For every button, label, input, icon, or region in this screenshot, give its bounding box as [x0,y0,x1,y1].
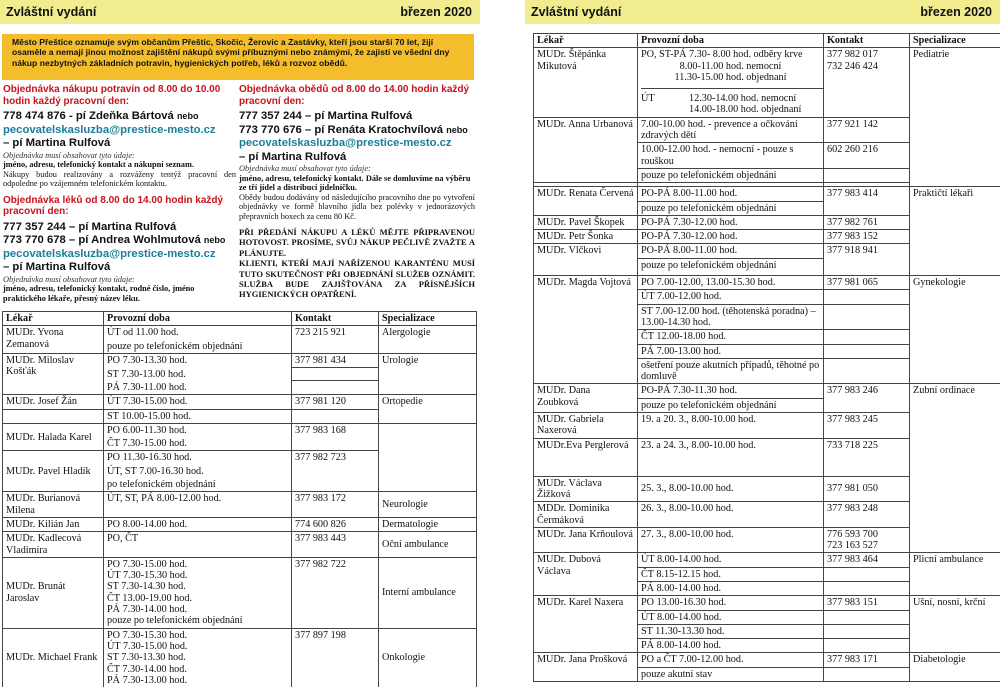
table-row: pouze po telefonickém objednání [534,201,1000,215]
table-row: MUDr. Václava Žižková 25. 3., 8.00-10.00 hod. 377 981 050 [534,476,1000,502]
column-groceries-medicines [3,84,236,303]
table-row: ST 7.30-13.00 hod. [3,368,477,381]
lunches-contact: – pí Martina Rulfová [239,150,347,163]
doctor-name: MUDr.Eva Perglerová [534,438,638,476]
table-row: MUDr. Štěpánka Mikutová PO, ST-PÁ 7.30- 8.00 hod. odběry krve 8.00-11.00 hod. nemocní 11.30-15.00 hod. objednaní ÚT 12.30-14.00 hod. nemocní 14.00-18.00 hod. objednaní 377 982 017 732 246 424 Pediatrie [534,48,1000,117]
table-row: ST 7.00-12.00 hod. (těhotenská poradna) – 13.00-14.30 hod. [534,304,1000,330]
groceries-heading: Objednávka nákupu potravin od 8.00 do 10.00 hodin každý pracovní den: [3,84,221,107]
table-row: ČT 12.00-18.00 hod. [534,330,1000,344]
table-row: pouze akutní stav [534,667,1000,681]
doctor-name: MUDr. Yvona Zemanová [3,326,104,354]
page-header [0,0,480,24]
doctor-name: MUDr. Miloslav Košťák [3,353,104,394]
table-header-row [3,312,477,326]
table-row: MUDr. Renata Červená PO-PÁ 8.00-11.00 hod. 377 983 414 Praktičtí lékaři [534,187,1000,201]
doctor-name: MUDr. Anna Urbanová [534,117,638,182]
groceries-phone: 778 474 876 - pí Zdeňka Bártová nebo [3,110,199,122]
doctors-table-left [2,311,477,687]
table-row: MUDr.Eva Perglerová 23. a 24. 3., 8.00-10.00 hod. 733 718 225 [534,438,1000,476]
page-header [525,0,1000,24]
table-row: MDDr. Dominika Čermáková 26. 3., 8.00-10.00 hod. 377 983 248 [534,502,1000,528]
doctor-name: MUDr. Gabriela Naxerová [534,413,638,439]
column-header-specialization: Specializace [910,34,1000,48]
lunches-must-contain: Objednávka musí obsahovat tyto údaje: [239,164,371,173]
left-page [0,0,480,687]
lunches-phone-1: 777 357 244 – pí Martina Rulfová [239,110,413,122]
table-row: pouze po telefonickém objednání [534,398,1000,412]
table-row: MUDr. Kilián Jan PO 8.00-14.00 hod. 774 600 826 Dermatologie [3,517,477,531]
table-row: MUDr. Pavel Škopek PO-PÁ 7.30-12.00 hod. 377 982 761 [534,215,1000,229]
doctor-name: MUDr. Dana Zoubková [534,384,638,413]
lunches-fields: jméno, adresu, telefonický kontakt. Dále se domluvíme na výběru ze tří jídel a distribuci jídelníčku. [239,173,471,192]
header-title: Zvláštní vydání [531,5,622,19]
groceries-contact: – pí Martina Rulfová [3,137,111,149]
doctor-name: MUDr. Vlčkovi [534,244,638,276]
table-row: MUDr. Magda Vojtová PO 7.00-12.00, 13.00-15.30 hod. 377 981 065 Gynekologie [534,276,1000,290]
doctor-name: MUDr. Pavel Škopek [534,215,638,229]
lunches-email[interactable]: pecovatelskasluzba@prestice-mesto.cz [239,137,452,149]
doctor-name: MUDr. Pavel Hladík [3,451,104,492]
quarantine-notice: KLIENTI, KTEŘÍ MAJÍ NAŘÍZENOU KARANTÉNU MUSÍ TUTO SKUTEČNOST PŘI OBJEDNÁNÍ SLUŽEB OZNÁMIT. SLUŽBA BUDE ZAJIŠŤOVÁNA ZA PŘÍSNĚJŠÍCH HYGIENICKÝCH OPATŘENÍ. [239,258,475,300]
doctor-name: MUDr. Halada Karel [3,423,104,451]
column-header-doctor: Lékař [3,312,104,326]
doctor-name: MUDr. Kilián Jan [3,517,104,531]
doctor-name: MUDr. Kadlecová Vladimíra [3,532,104,558]
table-row: MUDr. Gabriela Naxerová 19. a 20. 3., 8.00-10.00 hod. 377 983 245 [534,413,1000,439]
right-page [525,0,1000,687]
table-row: ST 11.30-13.30 hod. [534,624,1000,638]
table-row: MUDr. Michael Frank PO 7.30-15.30 hod. ÚT 7.30-15.00 hod. ST 7.30-13.30 hod. ČT 7.30-14.00 hod. PÁ 7.30-13.00 hod. 377 897 198 Onkologie [3,628,477,687]
groceries-email[interactable]: pecovatelskasluzba@prestice-mesto.cz [3,123,216,136]
doctor-name: MUDr. Petr Šonka [534,230,638,244]
column-header-specialization: Specializace [379,312,477,326]
table-row: MUDr. Anna Urbanová 7.00-10.00 hod. - prevence a očkování zdravých dětí 377 921 142 [534,117,1000,143]
table-row: MUDr. Dubová Václava ÚT 8.00-14.00 hod. 377 983 464 Plicní ambulance [534,553,1000,567]
table-row: MUDr. Kadlecová Vladimíra PO, ČT 377 983 443 Oční ambulance [3,532,477,558]
table-row: pouze po telefonickém objednání [3,340,477,354]
column-header-hours: Provozní doba [638,34,824,48]
table-row: PÁ 7.30-11.00 hod. [3,381,477,395]
column-header-doctor: Lékař [534,34,638,48]
table-row: MUDr. Pavel Hladík PO 11.30-16.30 hod. 377 982 723 [3,451,477,465]
doctor-name: MUDr. Magda Vojtová [534,276,638,384]
table-row: ČT 8.15-12.15 hod. [534,567,1000,581]
medicines-phone-1: 777 357 244 – pí Martina Rulfová [3,220,177,233]
groceries-must-contain: Objednávka musí obsahovat tyto údaje: [3,150,135,160]
table-row: MUDr. Burianová Milena ÚT, ST, PÁ 8.00-12.00 hod. 377 983 172 Neurologie [3,492,477,518]
table-row: PÁ 7.00-13.00 hod. [534,344,1000,358]
table-row: MUDr. Dana Zoubková PO-PÁ 7.30-11.30 hod. 377 983 246 Zubní ordinace [534,384,1000,398]
table-row: ÚT, ST 7.00-16.30 hod. [3,465,477,478]
column-header-contact: Kontakt [824,34,910,48]
table-row: ST 10.00-15.00 hod. [3,409,477,423]
table-row: pouze po telefonickém objednání [534,168,1000,182]
medicines-contact: – pí Martina Rulfová [3,261,111,273]
table-row: MUDr. Jana Krňoulová 27. 3., 8.00-10.00 hod. 776 593 700 723 163 527 [534,527,1000,553]
doctor-name: MUDr. Václava Žižková [534,476,638,502]
header-date: březen 2020 [400,5,472,19]
table-row: MUDr. Vlčkovi PO-PÁ 8.00-11.00 hod. pouze po telefonickém objednání 377 918 941 [534,244,1000,276]
table-row: MUDr. Karel Naxera PO 13.00-16.30 hod. 377 983 151 Ušní, nosní, krční [534,596,1000,610]
doctor-name: MDDr. Dominika Čermáková [534,502,638,528]
lunches-phone-2: 773 770 676 – pí Renáta Kratochvílová nebo [239,123,468,136]
groceries-note: Nákupy budou realizovány a rozváženy tentýž pracovní den odpoledne po vzájemném telefonickém kontaktu. [3,169,236,188]
column-header-contact: Kontakt [292,312,379,326]
medicines-email[interactable]: pecovatelskasluzba@prestice-mesto.cz [3,247,216,260]
cash-notice: PŘI PŘEDÁNÍ NÁKUPU A LÉKŮ MĚJTE PŘIPRAVENOU HOTOVOST. PROSÍME, SVŮJ NÁKUP PEČLIVĚ ZVAŽTE A PLÁNUJTE. [239,227,475,258]
table-row: ČT 7.30-15.00 hod. [3,437,477,451]
doctors-table-right [533,33,1000,682]
doctor-name: MUDr. Burianová Milena [3,492,104,518]
doctor-name: MUDr. Jana Prošková [534,653,638,682]
column-lunches [239,84,475,300]
table-row: MUDr. Halada Karel PO 6.00-11.30 hod. 377 983 168 [3,423,477,437]
medicines-must-contain: Objednávka musí obsahovat tyto údaje: [3,274,135,284]
lunches-heading: Objednávka obědů od 8.00 do 14.00 hodin každý pracovní den: [239,84,470,107]
doctor-hours: PO, ST-PÁ 7.30- 8.00 hod. odběry krve 8.00-11.00 hod. nemocní 11.30-15.00 hod. objednaní ÚT 12.30-14.00 hod. nemocní 14.00-18.00 hod. objednaní [638,48,824,117]
doctor-name: MUDr. Dubová Václava [534,553,638,596]
medicines-phone-2: 773 770 678 – pí Andrea Wohlmutová nebo [3,234,226,246]
medicines-heading: Objednávka léků od 8.00 do 14.00 hodin každý pracovní den: [3,194,224,217]
doctor-hours: PO 7.30-15.30 hod. ÚT 7.30-15.00 hod. ST 7.30-13.30 hod. ČT 7.30-14.00 hod. PÁ 7.30-13.00 hod. [104,628,292,687]
doctor-hours: PO 7.30-15.00 hod. ÚT 7.30-15.30 hod. ST 7.30-14.30 hod. ČT 13.00-19.00 hod. PÁ 7.30-14.00 hod. pouze po telefonickém objednání [104,557,292,628]
table-row: MUDr. Josef Žán ÚT 7.30-15.00 hod. 377 981 120 Ortopedie [3,395,477,409]
table-row: po telefonickém objednání [3,478,477,492]
table-row: 10.00-12.00 hod. - nemocní - pouze s rouškou 602 260 216 [534,143,1000,169]
notice-box: Město Přeštice oznamuje svým občanům Přeštic, Skočic, Žerovic a Zastávky, kteří jsou starší 70 let, žijí osaměle a nemají jinou možnost zajištění nákupů svými příbuznými nebo známými, že zajistí ve všední dny nákup nezbytných základních potravin, hygienických potřeb, léků a rozvoz obědů. [2,34,474,80]
table-row: ÚT 8.00-14.00 hod. [534,610,1000,624]
table-row: PÁ 8.00-14.00 hod. [534,639,1000,653]
doctor-name: MUDr. Brunát Jaroslav [3,557,104,628]
doctor-name: MUDr. Josef Žán [3,395,104,409]
groceries-fields: jméno, adresu, telefonický kontakt a nákupní seznam. [3,160,194,169]
medicines-fields: jméno, adresu, telefonický kontakt, rodné číslo, jméno praktického lékaře, přesný název léku. [3,284,195,303]
doctor-name: MUDr. Michael Frank [3,628,104,687]
table-row: PÁ 8.00-14.00 hod. [534,581,1000,595]
table-row: ÚT 7.00-12.00 hod. [534,290,1000,304]
table-header-row [534,34,1000,48]
doctor-name: MUDr. Štěpánka Mikutová [534,48,638,117]
header-date: březen 2020 [920,5,992,19]
lunches-note: Obědy budou dodávány od následujícího pracovního dne po vytvoření objednávky ve formě hlavního jídla bez polévky v jednorázových přepravních boxech za cenu 80 Kč. [239,192,475,221]
header-title: Zvláštní vydání [6,5,97,19]
table-row: MUDr. Petr Šonka PO-PÁ 7.30-12.00 hod. 377 983 152 [534,230,1000,244]
table-row: MUDr. Jana Prošková PO a ČT 7.00-12.00 hod. 377 983 171 Diabetologie [534,653,1000,667]
doctor-name: MUDr. Karel Naxera [534,596,638,653]
doctor-name: MUDr. Renata Červená [534,187,638,216]
table-row: MUDr. Yvona Zemanová ÚT od 11.00 hod. 723 215 921 Alergologie [3,326,477,340]
table-row: MUDr. Brunát Jaroslav PO 7.30-15.00 hod. ÚT 7.30-15.30 hod. ST 7.30-14.30 hod. ČT 13.00-19.00 hod. PÁ 7.30-14.00 hod. pouze po telefonickém objednání 377 982 722 Interní ambulance [3,557,477,628]
column-header-hours: Provozní doba [104,312,292,326]
table-row: MUDr. Miloslav Košťák PO 7.30-13.30 hod. 377 981 434 Urologie [3,353,477,367]
doctor-name: MUDr. Jana Krňoulová [534,527,638,553]
table-row: ošetření pouze akutních případů, těhotné po domluvě [534,358,1000,384]
